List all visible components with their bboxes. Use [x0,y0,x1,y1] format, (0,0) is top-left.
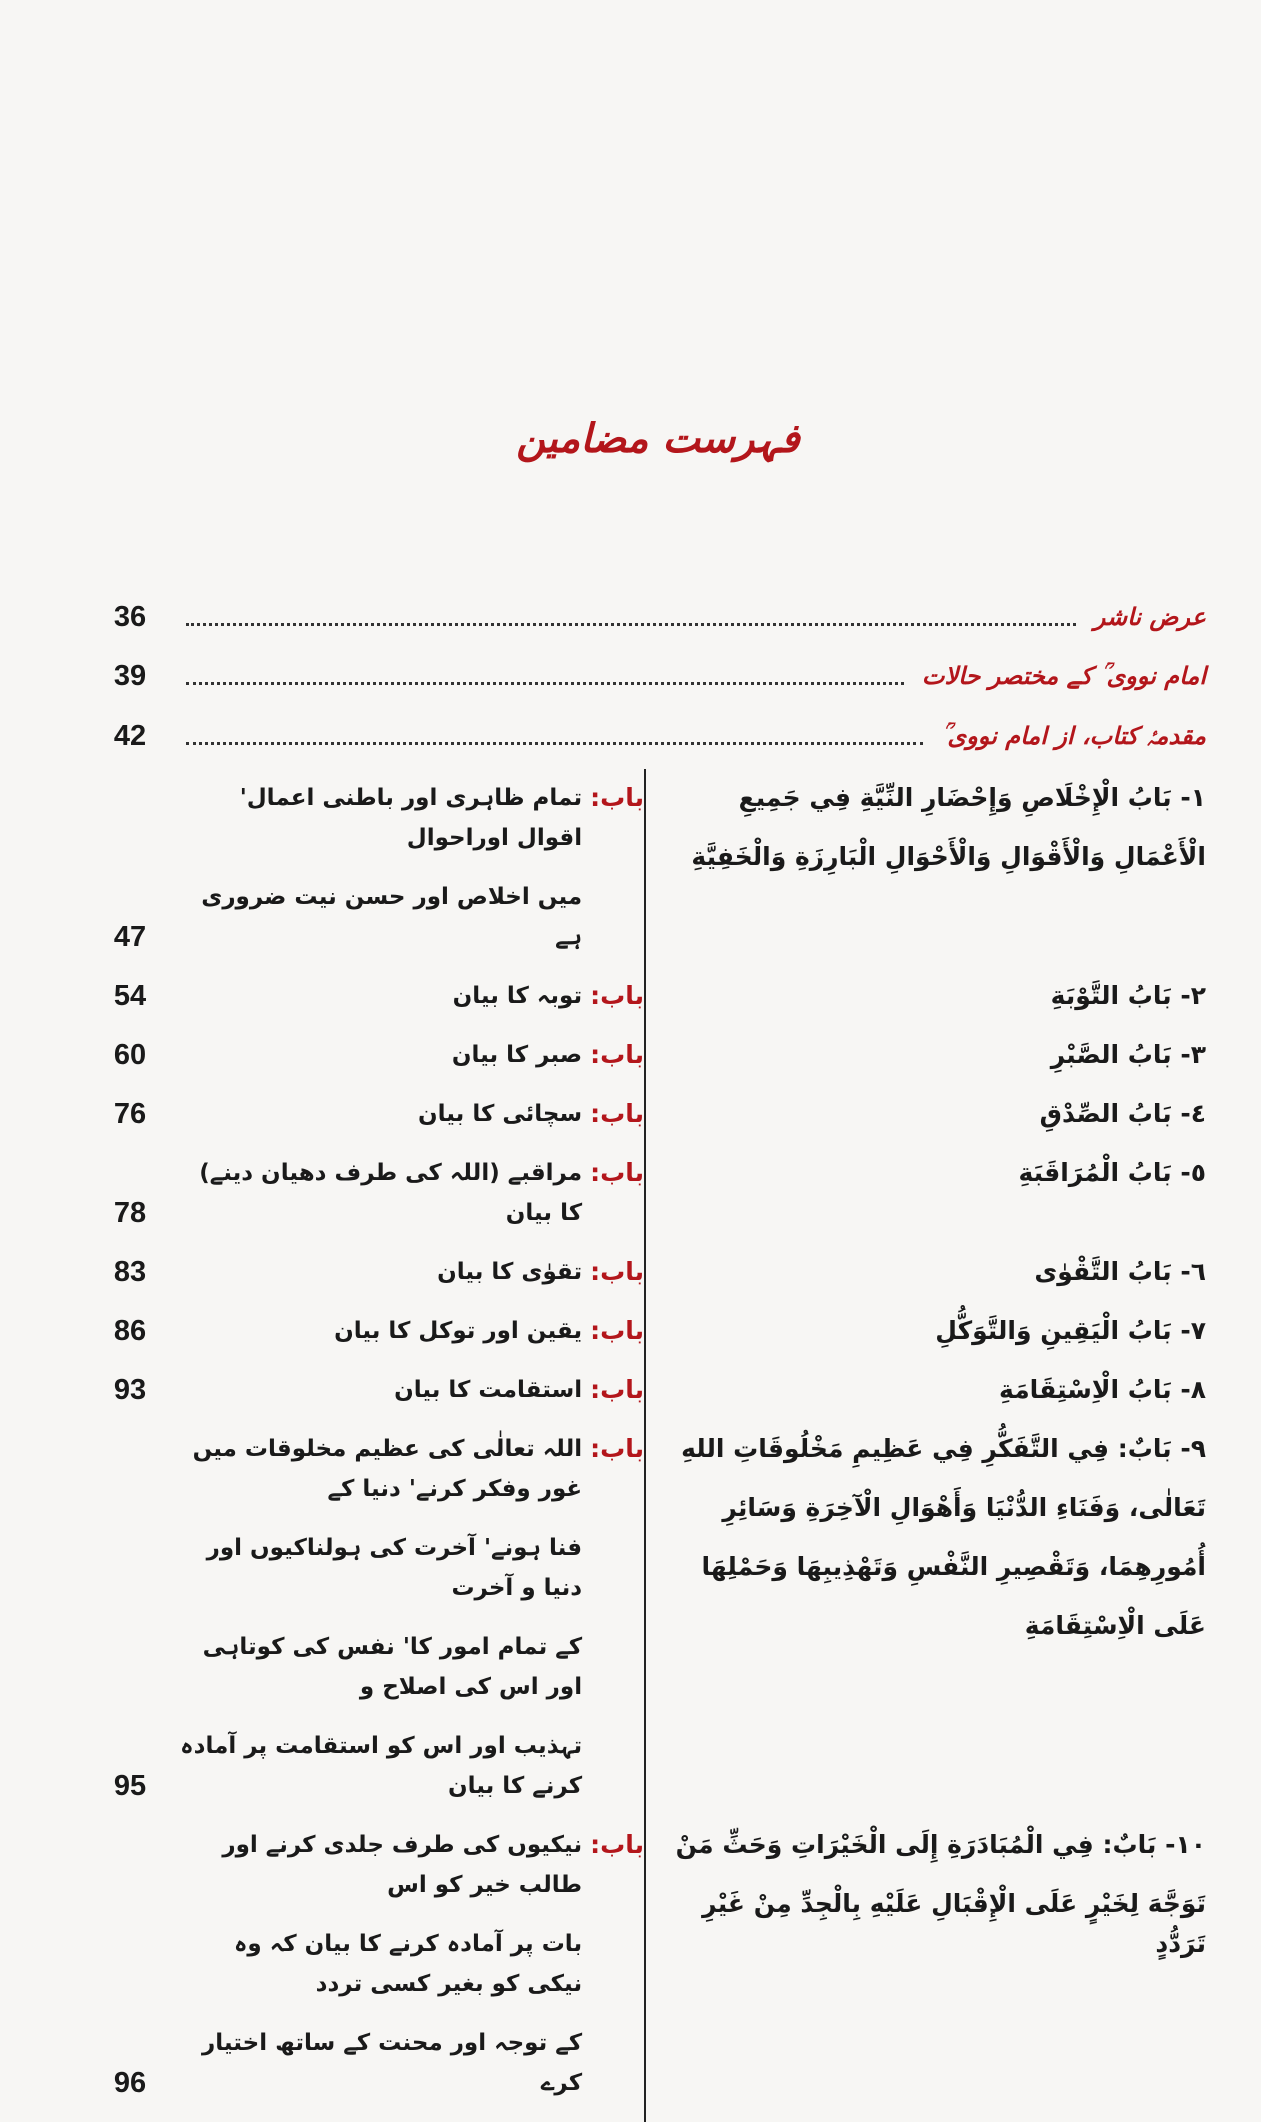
urdu-title-line: توبہ کا بیان [452,983,583,1009]
urdu-column [100,1094,644,1153]
arabic-title-line: تَوَجَّهَ لِخَيْرٍ عَلَى الْإِقْبَالِ عَلَيْهِ بِالْجِدِّ مِنْ غَيْرِ تَرَدُّدٍ [702,1889,1206,1958]
arabic-title-line: ٥- بَابُ الْمُرَاقَبَةِ [1018,1158,1206,1187]
bab-label: باب: [590,1257,644,1286]
arabic-title-line: عَلَى الْاِسْتِقَامَةِ [1024,1611,1206,1640]
arabic-title-line: أُمُورِهِمَا، وَتَقْصِيرِ النَّفْسِ وَتَهْذِيبِهَا وَحَمْلِهَا [701,1552,1206,1581]
urdu-title-line: فنا ہونے' آخرت کی ہولناکیوں اور دنیا و آخرت [206,1535,583,1601]
toc-chapter-1[interactable] [100,769,1206,976]
urdu-title-line: یقین اور توکل کا بیان [334,1318,583,1344]
entry-label: امام نووی ؒ کے مختصر حالات [921,662,1206,690]
page-number: 93 [113,1374,147,1406]
urdu-title-line: تمام ظاہری اور باطنی اعمال' اقوال اوراحوال [239,785,583,851]
leader-dots [186,742,923,745]
arabic-title-line: الْأَعْمَالِ وَالْأَقْوَالِ وَالْأَحْوَالِ الْبَارِزَةِ وَالْخَفِيَّةِ [691,842,1206,871]
urdu-title-line: بات پر آمادہ کرنے کا بیان کہ وہ نیکی کو بغیر کسی تردد [233,1931,583,1997]
arabic-title [644,1252,1206,1311]
page-number: 42 [113,720,147,752]
bab-label: باب: [590,1830,644,1859]
arabic-title-line: ٦- بَابُ التَّقْوٰى [1034,1257,1206,1286]
arabic-title [644,1825,1206,2122]
leader-dots [186,623,1076,626]
bab-label: باب: [590,783,644,812]
urdu-title-line: نیکیوں کی طرف جلدی کرنے اور طالب خیر کو اس [222,1832,583,1898]
urdu-column [100,1153,644,1252]
urdu-title [160,778,590,976]
arabic-title-line: ٣- بَابُ الصَّبْرِ [1050,1040,1206,1069]
page-number: 47 [113,921,147,953]
urdu-title [160,1311,590,1370]
urdu-title-line: کے تمام امور کا' نفس کی کوتاہی اور اس کی اصلاح و [202,1634,583,1700]
bab-label: باب: [590,1375,644,1404]
toc-entry-imam-nawawi-biography[interactable] [100,656,1206,696]
toc-chapter-5[interactable] [100,1153,1206,1252]
urdu-title-line: تقوٰی کا بیان [437,1259,583,1285]
bab-label: باب: [590,1099,644,1128]
toc-entry-book-introduction[interactable] [100,716,1206,756]
arabic-title-line: ١٠- بَابٌ: فِي الْمُبَادَرَةِ إِلَى الْخَيْرَاتِ وَحَثِّ مَنْ [675,1830,1206,1859]
arabic-title-line: ٧- بَابُ الْيَقِينِ وَالتَّوَكُّلِ [935,1316,1206,1345]
urdu-title [160,1825,590,2122]
page-number: 96 [113,2067,147,2099]
chapter-list [100,769,1206,2122]
bab-label: باب: [590,1158,644,1187]
arabic-title-line: ٨- بَابُ الْاِسْتِقَامَةِ [999,1375,1206,1404]
urdu-column [100,1825,644,2122]
urdu-title-line: کے توجہ اور محنت کے ساتھ اختیار کرے [202,2030,583,2096]
arabic-title [644,1370,1206,1429]
urdu-title [160,1153,590,1252]
urdu-title-line: تہذیب اور اس کو استقامت پر آمادہ کرنے کا بیان [180,1733,583,1799]
urdu-title-line: سچائی کا بیان [418,1101,583,1127]
page-number: 86 [113,1315,147,1347]
toc-chapter-4[interactable] [100,1094,1206,1153]
urdu-title [160,1252,590,1311]
arabic-title [644,1311,1206,1370]
urdu-title [160,976,590,1035]
urdu-title-line: میں اخلاص اور حسن نیت ضروری ہے [201,884,583,950]
toc-chapter-7[interactable] [100,1311,1206,1370]
page-number: 39 [113,660,147,692]
arabic-title [644,976,1206,1035]
toc-chapter-8[interactable] [100,1370,1206,1429]
arabic-title [644,1094,1206,1153]
toc-chapter-2[interactable] [100,976,1206,1035]
urdu-title [160,1035,590,1094]
bab-label: باب: [590,1316,644,1345]
urdu-column [100,1429,644,1825]
page-number: 78 [113,1197,147,1229]
urdu-column [100,976,644,1035]
urdu-column [100,1311,644,1370]
urdu-title [160,1094,590,1153]
urdu-title [160,1429,590,1825]
urdu-title-line: مراقبے (اللہ کی طرف دھیان دینے) کا بیان [199,1160,583,1226]
arabic-title-line: ٩- بَابٌ: فِي التَّفَكُّرِ فِي عَظِيمِ مَخْلُوقَاتِ اللهِ [681,1434,1206,1463]
page-number: 54 [113,980,147,1012]
urdu-title-line: صبر کا بیان [451,1042,583,1068]
urdu-title-line: استقامت کا بیان [394,1377,583,1403]
page-title: فہرست مضامین [516,415,800,462]
entry-label: عرض ناشر [1093,603,1206,631]
toc-chapter-9[interactable] [100,1429,1206,1825]
page-number: 83 [113,1256,147,1288]
entry-label: مقدمۂ کتاب، از امام نووی ؒ [941,722,1206,750]
page-number: 76 [113,1098,147,1130]
arabic-title-line: تَعَالٰى، وَفَنَاءِ الدُّنْيَا وَأَهْوَالِ الْآخِرَةِ وَسَائِرِ [722,1493,1206,1522]
arabic-title [644,1429,1206,1825]
toc-chapter-10[interactable] [100,1825,1206,2122]
urdu-column [100,1370,644,1429]
bab-label: باب: [590,981,644,1010]
toc-chapter-3[interactable] [100,1035,1206,1094]
arabic-title [644,769,1206,976]
page-number: 36 [113,601,147,633]
bab-label: باب: [590,1434,644,1463]
bab-label: باب: [590,1040,644,1069]
urdu-title [160,1370,590,1429]
toc-entry-publisher-note[interactable] [100,597,1206,637]
urdu-column [100,1252,644,1311]
toc-chapter-6[interactable] [100,1252,1206,1311]
leader-dots [186,682,904,685]
arabic-title [644,1035,1206,1094]
arabic-title-line: ٢- بَابُ التَّوْبَةِ [1050,981,1206,1010]
page-number: 95 [113,1770,147,1802]
arabic-title [644,1153,1206,1252]
arabic-title-line: ١- بَابُ الْإِخْلَاصِ وَإِحْضَارِ النِّيَّةِ فِي جَمِيعِ [738,783,1206,812]
urdu-column [100,1035,644,1094]
page-number: 60 [113,1039,147,1071]
urdu-title-line: اللہ تعالٰی کی عظیم مخلوقات میں غور وفکر کرنے' دنیا کے [192,1436,583,1502]
urdu-column [100,769,644,976]
arabic-title-line: ٤- بَابُ الصِّدْقِ [1039,1099,1206,1128]
